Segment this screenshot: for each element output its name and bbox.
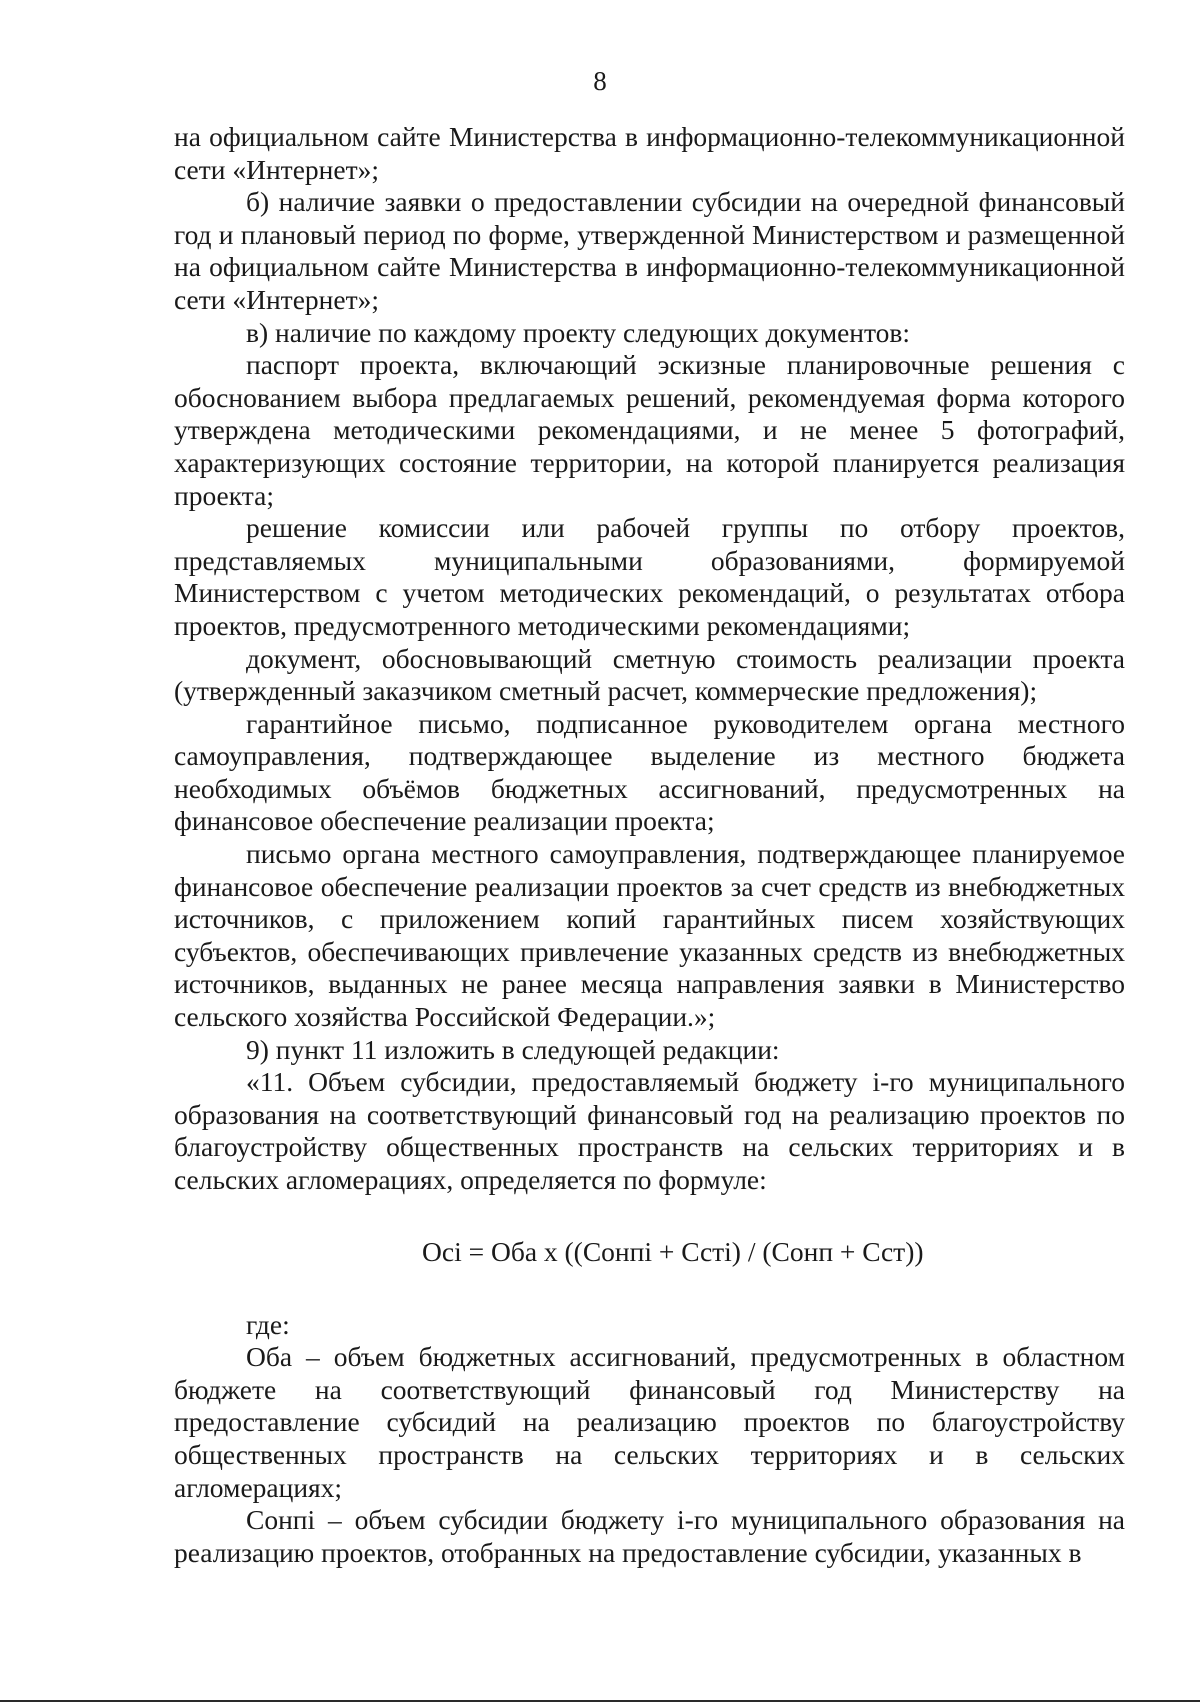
document-body xyxy=(174,121,1125,1569)
paragraph-project-passport: паспорт проекта, включающий эскизные планировочные решения с обоснованием выбора предлагаемых решений, рекомендуемая форма которого утверждена методическими рекомендациями, и не менее 5 фотографий, характеризующих состояние территории, на которой планируется реализация проекта; xyxy=(174,349,1125,511)
paragraph-guarantee-letter: гарантийное письмо, подписанное руководителем органа местного самоуправления, подтверждающее выделение из местного бюджета необходимых объёмов бюджетных ассигнований, предусмотренных на финансовое обеспечение реализации проекта; xyxy=(174,707,1125,837)
bottom-scan-edge xyxy=(0,1700,1200,1702)
paragraph-estimate-document: документ, обосновывающий сметную стоимость реализации проекта (утвержденный заказчиком сметный расчет, коммерческие предложения); xyxy=(174,642,1125,707)
paragraph-where: где: xyxy=(246,1308,290,1340)
paragraph-sonpi-definition: Сонпi – объем субсидии бюджету i-го муниципального образования на реализацию проектов, отобранных на предоставление субсидии, указанных в xyxy=(174,1504,1125,1568)
page-number: 8 xyxy=(593,66,607,96)
paragraph-commission-decision: решение комиссии или рабочей группы по отбору проектов, представляемых муниципальными образованиями, формируемой Министерством с учетом методических рекомендаций, о результатах отбора проектов, предусмотренного методическими рекомендациями; xyxy=(174,512,1125,641)
paragraph-item-b: б) наличие заявки о предоставлении субсидии на очередной финансовый год и плановый период по форме, утвержденной Министерством и размещенной на официальном сайте Министерства в информационно-телекоммуникационной сети «Интернет»; xyxy=(174,186,1125,315)
subsidy-formula: Осi = Оба х ((Сонпi + Сстi) / (Сонп + Сст)) xyxy=(422,1235,924,1267)
paragraph-item-v: в) наличие по каждому проекту следующих документов: xyxy=(246,316,911,348)
paragraph-item-11: «11. Объем субсидии, предоставляемый бюджету i-го муниципального образования на соответствующий финансовый год на реализацию проектов по благоустройству общественных пространств на сельских территориях и в сельских агломерациях, определяется по формуле: xyxy=(174,1066,1125,1195)
paragraph-item-9: 9) пункт 11 изложить в следующей редакции: xyxy=(246,1033,780,1065)
paragraph-oba-definition: Оба – объем бюджетных ассигнований, предусмотренных в областном бюджете на соответствующий финансовый год Министерству на предоставление субсидий на реализацию проектов по благоустройству общественных пространств на сельских территориях и в сельских агломерациях; xyxy=(174,1341,1125,1503)
paragraph-self-government-letter: письмо органа местного самоуправления, подтверждающее планируемое финансовое обеспечение реализации проектов за счет средств из внебюджетных источников, с приложением копий гарантийных писем хозяйствующих субъектов, обеспечивающих привлечение указанных средств из внебюджетных источников, выданных не ранее месяца направления заявки в Министерство сельского хозяйства Российской Федерации.»; xyxy=(174,838,1125,1033)
paragraph-continuation: на официальном сайте Министерства в информационно-телекоммуникационной сети «Интернет»; xyxy=(174,121,1125,185)
